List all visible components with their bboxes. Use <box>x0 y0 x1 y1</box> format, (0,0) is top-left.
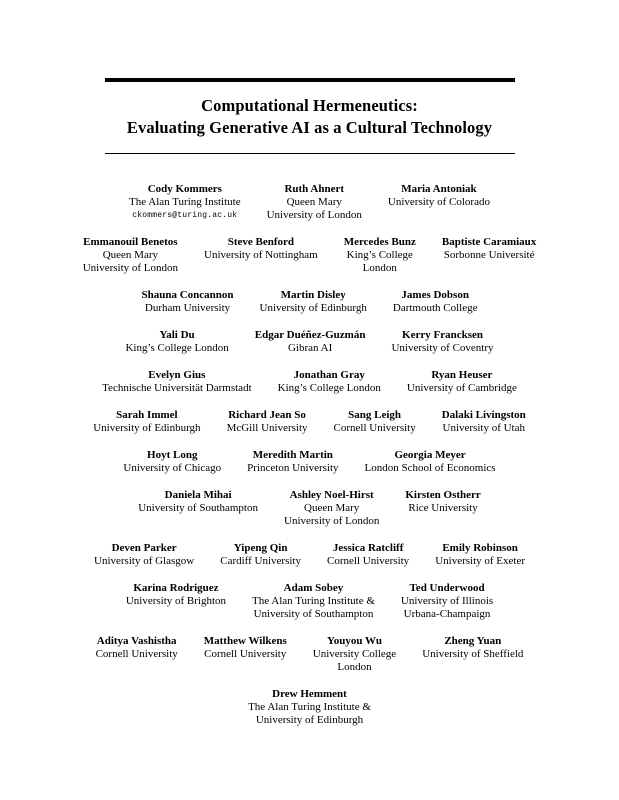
author-row <box>82 236 537 275</box>
author-name: Edgar Duéñez-Guzmán <box>254 329 366 341</box>
author-list <box>82 183 537 727</box>
author-affiliation-line: University of Edinburgh <box>93 422 201 434</box>
author-block <box>435 542 525 568</box>
author-block <box>391 329 493 355</box>
author-affiliation-line: London School of Economics <box>364 462 496 474</box>
author-row <box>95 635 524 674</box>
author-block <box>125 329 228 355</box>
author-block <box>260 289 367 315</box>
author-affiliation-line: Queen Mary <box>102 249 159 261</box>
author-name: Jessica Ratcliff <box>332 542 404 554</box>
paper-title-line-1: Computational Hermeneutics: <box>201 96 418 115</box>
author-affiliation-line: King’s College London <box>277 382 381 394</box>
author-affiliation-line: Princeton University <box>247 462 339 474</box>
author-name: Ryan Heuser <box>431 369 493 381</box>
author-affiliation-line: University of Southampton <box>253 608 374 620</box>
title-rule-top <box>105 78 515 82</box>
author-affiliation-line: McGill University <box>226 422 308 434</box>
author-row <box>105 449 515 475</box>
author-block <box>401 582 493 621</box>
author-block <box>344 236 416 275</box>
author-affiliation-line: Cornell University <box>333 422 416 434</box>
author-name: Maria Antoniak <box>401 183 477 195</box>
author-name: Matthew Wilkens <box>203 635 287 647</box>
author-block <box>93 409 200 435</box>
author-affiliation-line: University of Coventry <box>391 342 494 354</box>
paper-title-line-2: Evaluating Generative AI as a Cultural Technology <box>126 118 493 137</box>
author-name: Adam Sobey <box>283 582 344 594</box>
author-affiliation-line: University of Southampton <box>138 502 258 514</box>
author-name: Shauna Concannon <box>141 289 234 301</box>
author-block <box>227 409 308 435</box>
author-block <box>334 409 416 435</box>
author-affiliation-line: University of Cambridge <box>406 382 517 394</box>
author-affiliation-line: University of Chicago <box>123 462 222 474</box>
author-affiliation-line: The Alan Turing Institute <box>129 196 241 208</box>
paper-content <box>82 0 537 727</box>
author-name: Martin Disley <box>280 289 346 301</box>
author-row <box>102 369 517 395</box>
author-name: Ted Underwood <box>409 582 485 594</box>
author-affiliation-line: King’s College London <box>125 342 229 354</box>
author-affiliation-line: Rice University <box>408 502 478 514</box>
author-name: Karina Rodriguez <box>133 582 219 594</box>
author-name: Evelyn Gius <box>148 369 206 381</box>
author-block <box>442 236 536 262</box>
author-name: Deven Parker <box>111 542 177 554</box>
author-block <box>247 449 338 475</box>
author-affiliation-line: Gibran AI <box>287 342 333 354</box>
author-row <box>105 329 515 355</box>
author-block <box>248 688 371 727</box>
author-name: Sarah Immel <box>116 409 178 421</box>
author-name: Zheng Yuan <box>444 635 502 647</box>
author-block <box>278 369 381 395</box>
author-affiliation-line: University of Exeter <box>435 555 525 567</box>
author-name: Emmanouil Benetos <box>83 236 178 248</box>
author-name: Steve Benford <box>227 236 294 248</box>
author-affiliation-line: The Alan Turing Institute & <box>248 701 371 713</box>
author-affiliation-line: London <box>337 661 372 673</box>
author-affiliation-line: University of Colorado <box>387 196 490 208</box>
author-affiliation-line: King’s College <box>346 249 413 261</box>
author-row <box>105 688 515 727</box>
author-block <box>123 449 221 475</box>
author-affiliation-line: University of Edinburgh <box>255 714 364 726</box>
author-affiliation-line: University of Sheffield <box>422 648 524 660</box>
author-block <box>313 635 396 674</box>
author-name: Baptiste Caramiaux <box>441 236 537 248</box>
author-name: Sang Leigh <box>348 409 402 421</box>
author-affiliation-line: University of Illinois <box>400 595 494 607</box>
author-affiliation-line: University of London <box>284 515 380 527</box>
author-block <box>327 542 409 568</box>
author-block <box>220 542 301 568</box>
author-name: Mercedes Bunz <box>343 236 416 248</box>
author-affiliation-line: Cornell University <box>327 555 410 567</box>
author-block <box>252 582 375 621</box>
author-block <box>407 369 517 395</box>
author-name: James Dobson <box>401 289 469 301</box>
author-block <box>83 236 178 275</box>
author-row <box>105 582 515 621</box>
author-affiliation-line: University of London <box>266 209 362 221</box>
author-block <box>94 542 194 568</box>
author-block <box>442 409 526 435</box>
author-name: Ashley Noel-Hirst <box>289 489 374 501</box>
author-name: Kerry Francksen <box>402 329 483 341</box>
author-affiliation-line: University of Nottingham <box>204 249 318 261</box>
author-affiliation-line: University of Utah <box>442 422 525 434</box>
author-block <box>365 449 496 475</box>
author-name: Hoyt Long <box>147 449 198 461</box>
author-row <box>93 409 526 435</box>
author-affiliation-line: University of Glasgow <box>94 555 195 567</box>
paper-title <box>105 95 515 139</box>
author-affiliation-line: Urbana-Champaign <box>403 608 491 620</box>
author-name: Dalaki Livingston <box>441 409 526 421</box>
author-email: ckommers@turing.ac.uk <box>132 211 238 220</box>
author-name: Daniela Mihai <box>164 489 232 501</box>
author-row <box>105 489 515 528</box>
author-affiliation-line: Cornell University <box>95 648 178 660</box>
author-name: Jonathan Gray <box>293 369 365 381</box>
author-block <box>142 289 234 315</box>
author-block <box>267 183 362 222</box>
author-affiliation-line: Queen Mary <box>304 502 360 514</box>
author-affiliation-line: Durham University <box>144 302 231 314</box>
author-name: Yipeng Qin <box>233 542 288 554</box>
author-affiliation-line: University of Edinburgh <box>259 302 367 314</box>
author-block <box>405 489 480 515</box>
author-affiliation-line: University College <box>312 648 397 660</box>
author-block <box>96 635 178 661</box>
author-affiliation-line: Technische Universität Darmstadt <box>102 382 252 394</box>
author-name: Kirsten Ostherr <box>405 489 481 501</box>
author-block <box>393 289 478 315</box>
author-block <box>204 635 287 661</box>
author-block <box>388 183 490 209</box>
author-row <box>94 542 525 568</box>
author-block <box>102 369 252 395</box>
author-affiliation-line: Queen Mary <box>286 196 342 208</box>
author-block <box>284 489 379 528</box>
author-affiliation-line: The Alan Turing Institute & <box>252 595 375 607</box>
author-name: Cody Kommers <box>147 183 222 195</box>
author-affiliation-line: University of Brighton <box>125 595 227 607</box>
author-row <box>105 183 515 222</box>
author-affiliation-line: University of London <box>82 262 179 274</box>
author-block <box>138 489 258 515</box>
author-block <box>255 329 366 355</box>
author-affiliation-line: Cornell University <box>204 648 287 660</box>
author-name: Emily Robinson <box>442 542 518 554</box>
author-name: Georgia Meyer <box>394 449 466 461</box>
author-name: Yali Du <box>159 329 195 341</box>
author-name: Richard Jean So <box>228 409 306 421</box>
author-name: Ruth Ahnert <box>284 183 345 195</box>
author-block <box>204 236 318 262</box>
author-block <box>129 183 241 222</box>
author-name: Drew Hemment <box>272 688 347 700</box>
author-affiliation-line: Dartmouth College <box>392 302 478 314</box>
author-block <box>126 582 226 608</box>
author-block <box>422 635 523 661</box>
author-affiliation-line: Sorbonne Université <box>443 249 535 261</box>
author-name: Meredith Martin <box>252 449 333 461</box>
author-name: Aditya Vashistha <box>96 635 177 647</box>
author-name: Youyou Wu <box>327 635 382 647</box>
author-row <box>105 289 515 315</box>
title-rule-bottom <box>105 153 515 154</box>
author-affiliation-line: London <box>362 262 397 274</box>
author-affiliation-line: Cardiff University <box>220 555 301 567</box>
